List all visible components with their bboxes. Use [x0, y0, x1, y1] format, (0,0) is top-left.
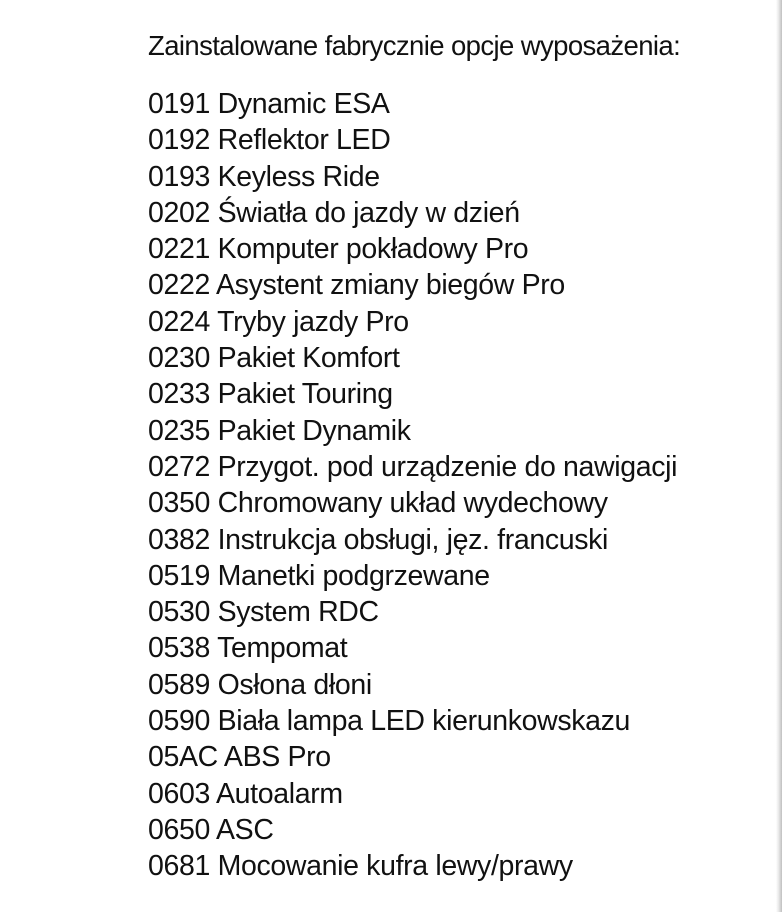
option-item [148, 485, 677, 521]
option-label: Przygot. pod urządzenie do nawigacji [217, 450, 678, 483]
option-code: 0350 [148, 487, 211, 520]
option-item [148, 376, 677, 412]
option-label: Autoalarm [216, 777, 343, 810]
option-item [148, 703, 677, 739]
option-label: Dynamic ESA [217, 88, 390, 120]
option-code: 0233 [148, 378, 211, 411]
option-label: Mocowanie kufra lewy/prawy [217, 850, 573, 883]
option-code: 0681 [148, 850, 211, 883]
option-code: 0538 [148, 632, 211, 665]
option-item [148, 122, 677, 158]
option-label: Pakiet Dynamik [217, 414, 411, 447]
option-item [148, 231, 677, 267]
option-code: 0202 [148, 196, 211, 229]
option-code: 0224 [148, 305, 211, 338]
option-item [148, 86, 677, 122]
option-label: Osłona dłoni [217, 668, 372, 701]
option-code: 0193 [148, 160, 211, 193]
option-code: 0382 [148, 523, 211, 556]
option-label: Keyless Ride [217, 160, 380, 193]
option-item [148, 776, 677, 812]
option-item [148, 739, 677, 775]
option-item [148, 340, 677, 376]
option-code: 0191 [148, 88, 211, 120]
option-item [148, 558, 677, 594]
option-label: ABS Pro [223, 741, 331, 774]
option-item [148, 304, 677, 340]
option-label: Tempomat [217, 632, 348, 665]
option-code: 0519 [148, 559, 211, 592]
option-code: 0650 [148, 813, 211, 846]
option-item [148, 195, 677, 231]
option-code: 0590 [148, 705, 211, 738]
option-code: 0589 [148, 668, 211, 701]
option-label: Biała lampa LED kierunkowskazu [217, 705, 631, 738]
option-code: 0221 [148, 233, 211, 266]
option-item [148, 630, 677, 666]
option-label: Chromowany układ wydechowy [217, 487, 608, 520]
option-item [148, 594, 677, 630]
option-code: 0235 [148, 414, 211, 447]
option-label: System RDC [217, 596, 379, 629]
option-label: Światła do jazdy w dzień [217, 196, 520, 229]
option-item [148, 449, 677, 485]
option-code: 0530 [148, 596, 211, 629]
option-label: Pakiet Touring [217, 378, 393, 411]
option-item [148, 522, 677, 558]
option-code: 0230 [148, 342, 211, 375]
option-label: Pakiet Komfort [217, 342, 400, 375]
option-item [148, 267, 677, 303]
option-item [148, 667, 677, 703]
option-label: Reflektor LED [217, 124, 391, 157]
option-label: Manetki podgrzewane [217, 559, 490, 592]
option-label: Komputer pokładowy Pro [217, 233, 529, 266]
option-code: 0192 [148, 124, 211, 157]
page-edge-shadow [776, 0, 782, 912]
option-label: Asystent zmiany biegów Pro [216, 269, 565, 302]
option-item [148, 159, 677, 195]
option-label: Instrukcja obsługi, jęz. francuski [217, 523, 609, 556]
option-item [148, 812, 677, 848]
option-label: Tryby jazdy Pro [217, 305, 409, 338]
option-label: ASC [216, 813, 274, 846]
option-code: 0272 [148, 450, 211, 483]
option-code: 0222 [148, 269, 211, 302]
option-item [148, 413, 677, 449]
page-title: Zainstalowane fabrycznie opcje wyposażenia: [148, 30, 681, 61]
equipment-options-list [148, 86, 677, 885]
option-code: 0603 [148, 777, 211, 810]
option-code: 05AC [148, 741, 218, 774]
option-item [148, 848, 677, 884]
